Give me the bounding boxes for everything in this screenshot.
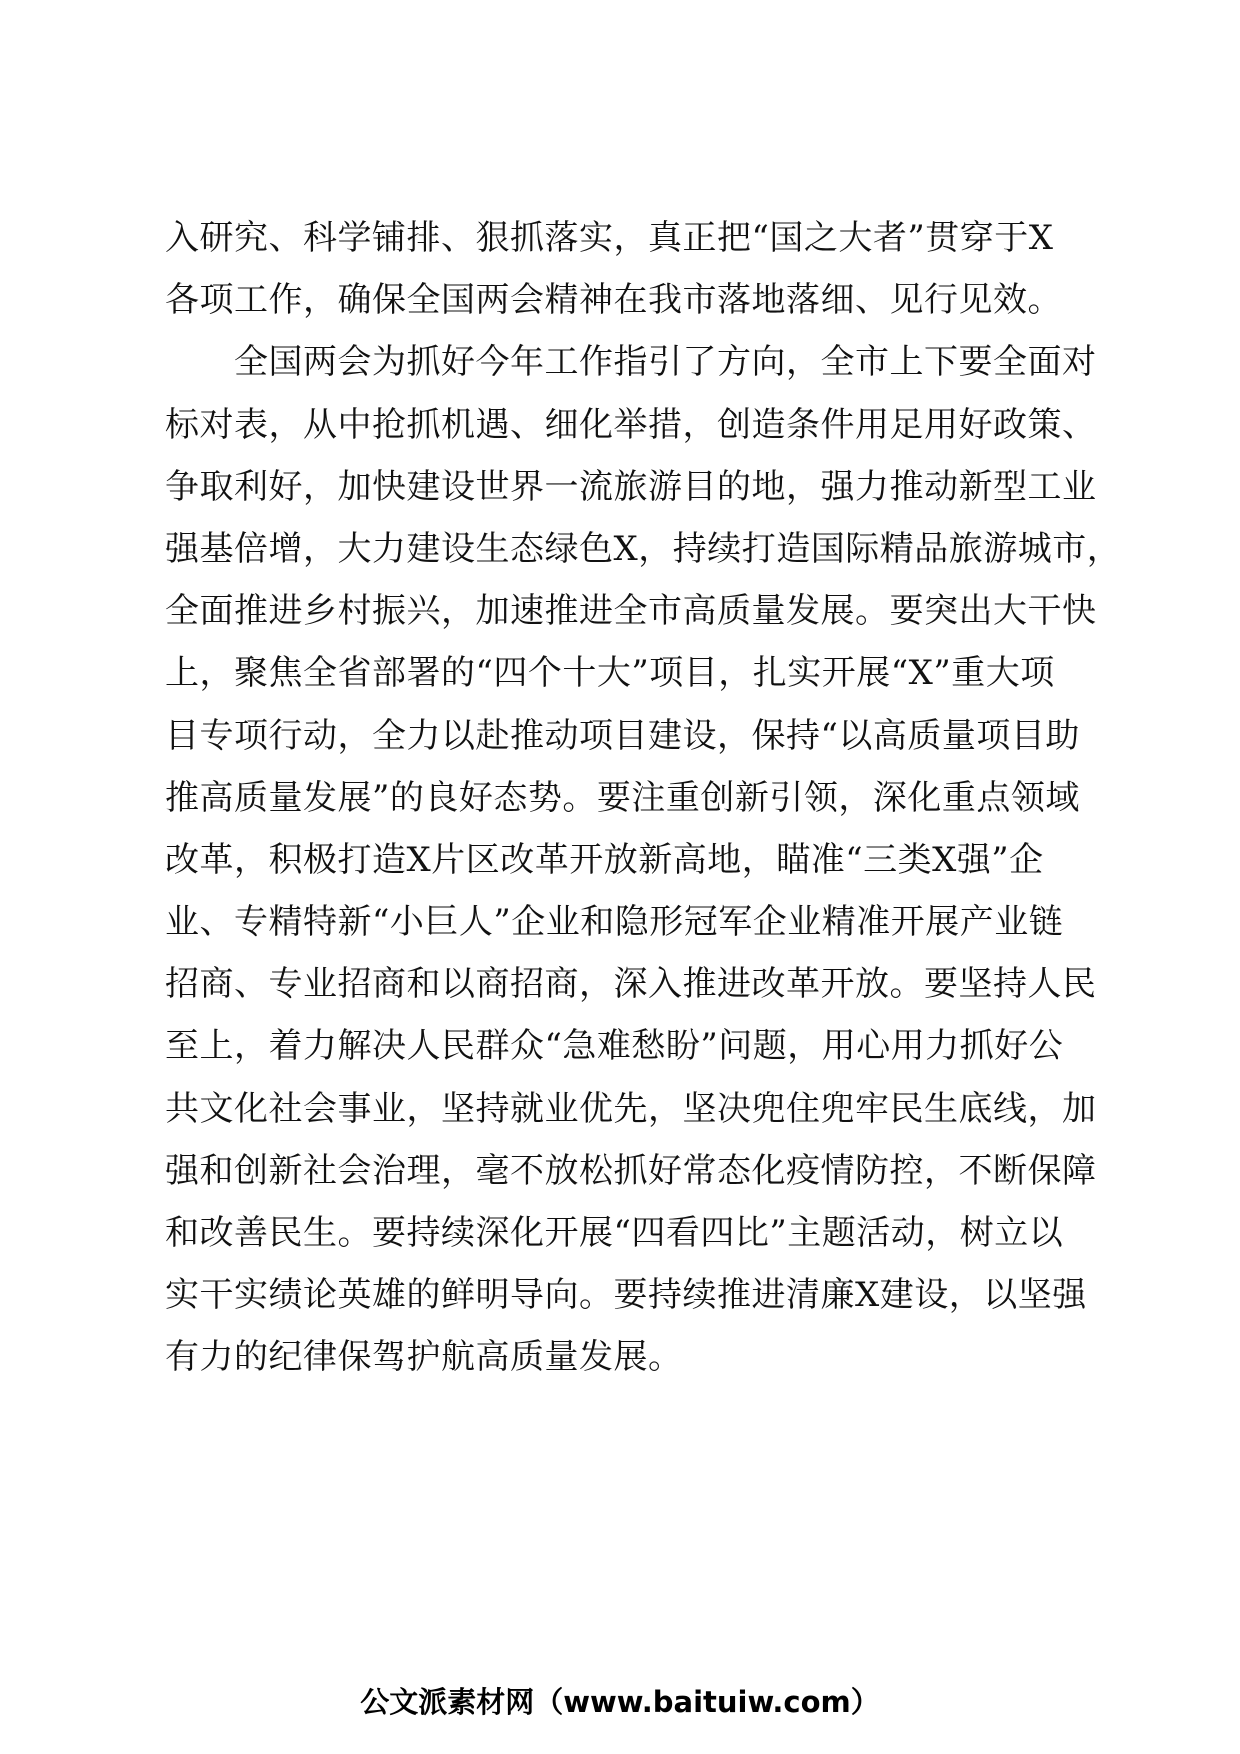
text-line: 目专项行动，全力以赴推动项目建设，保持“以高质量项目助: [165, 715, 1080, 756]
text-line: 各项工作，确保全国两会精神在我市落地落细、见行见效。: [165, 280, 1062, 321]
text-line: 全国两会为抓好今年工作指引了方向，全市上下要全面对: [165, 342, 1097, 383]
text-line: 有力的纪律保驾护航高质量发展。: [165, 1337, 683, 1378]
text-line: 至上，着力解决人民群众“急难愁盼”问题，用心用力抓好公: [165, 1026, 1064, 1067]
text-line: 改革，积极打造X片区改革开放新高地，瞄准“三类X强”企: [165, 839, 1044, 880]
text-line: 上，聚焦全省部署的“四个十大”项目，扎实开展“X”重大项: [165, 653, 1055, 694]
footer-watermark: 公文派素材网（www.baituiw.com）: [360, 1685, 880, 1719]
text-line: 业、专精特新“小巨人”企业和隐形冠军企业精准开展产业链: [165, 902, 1064, 943]
text-line: 全面推进乡村振兴，加速推进全市高质量发展。要突出大干快: [165, 591, 1097, 632]
text-line: 推高质量发展”的良好态势。要注重创新引领，深化重点领域: [165, 777, 1080, 818]
text-line: 招商、专业招商和以商招商，深入推进改革开放。要坚持人民: [165, 964, 1097, 1005]
body-text: [165, 207, 1122, 1389]
text-line: 共文化社会事业，坚持就业优先，坚决兜住兜牢民生底线，加: [165, 1088, 1097, 1129]
text-line: 实干实绩论英雄的鲜明导向。要持续推进清廉X建设，以坚强: [165, 1275, 1087, 1316]
text-line: 争取利好，加快建设世界一流旅游目的地，强力推动新型工业: [165, 466, 1097, 507]
text-line: 标对表，从中抢抓机遇、细化举措，创造条件用足用好政策、: [165, 404, 1097, 445]
text-line: 和改善民生。要持续深化开展“四看四比”主题活动，树立以: [165, 1213, 1064, 1253]
text-line: 强和创新社会治理，毫不放松抓好常态化疫情防控，不断保障: [165, 1150, 1097, 1191]
text-line: 强基倍增，大力建设生态绿色X，持续打造国际精品旅游城市，: [165, 528, 1122, 569]
text-line: 入研究、科学铺排、狠抓落实，真正把“国之大者”贯穿于X: [165, 218, 1054, 258]
